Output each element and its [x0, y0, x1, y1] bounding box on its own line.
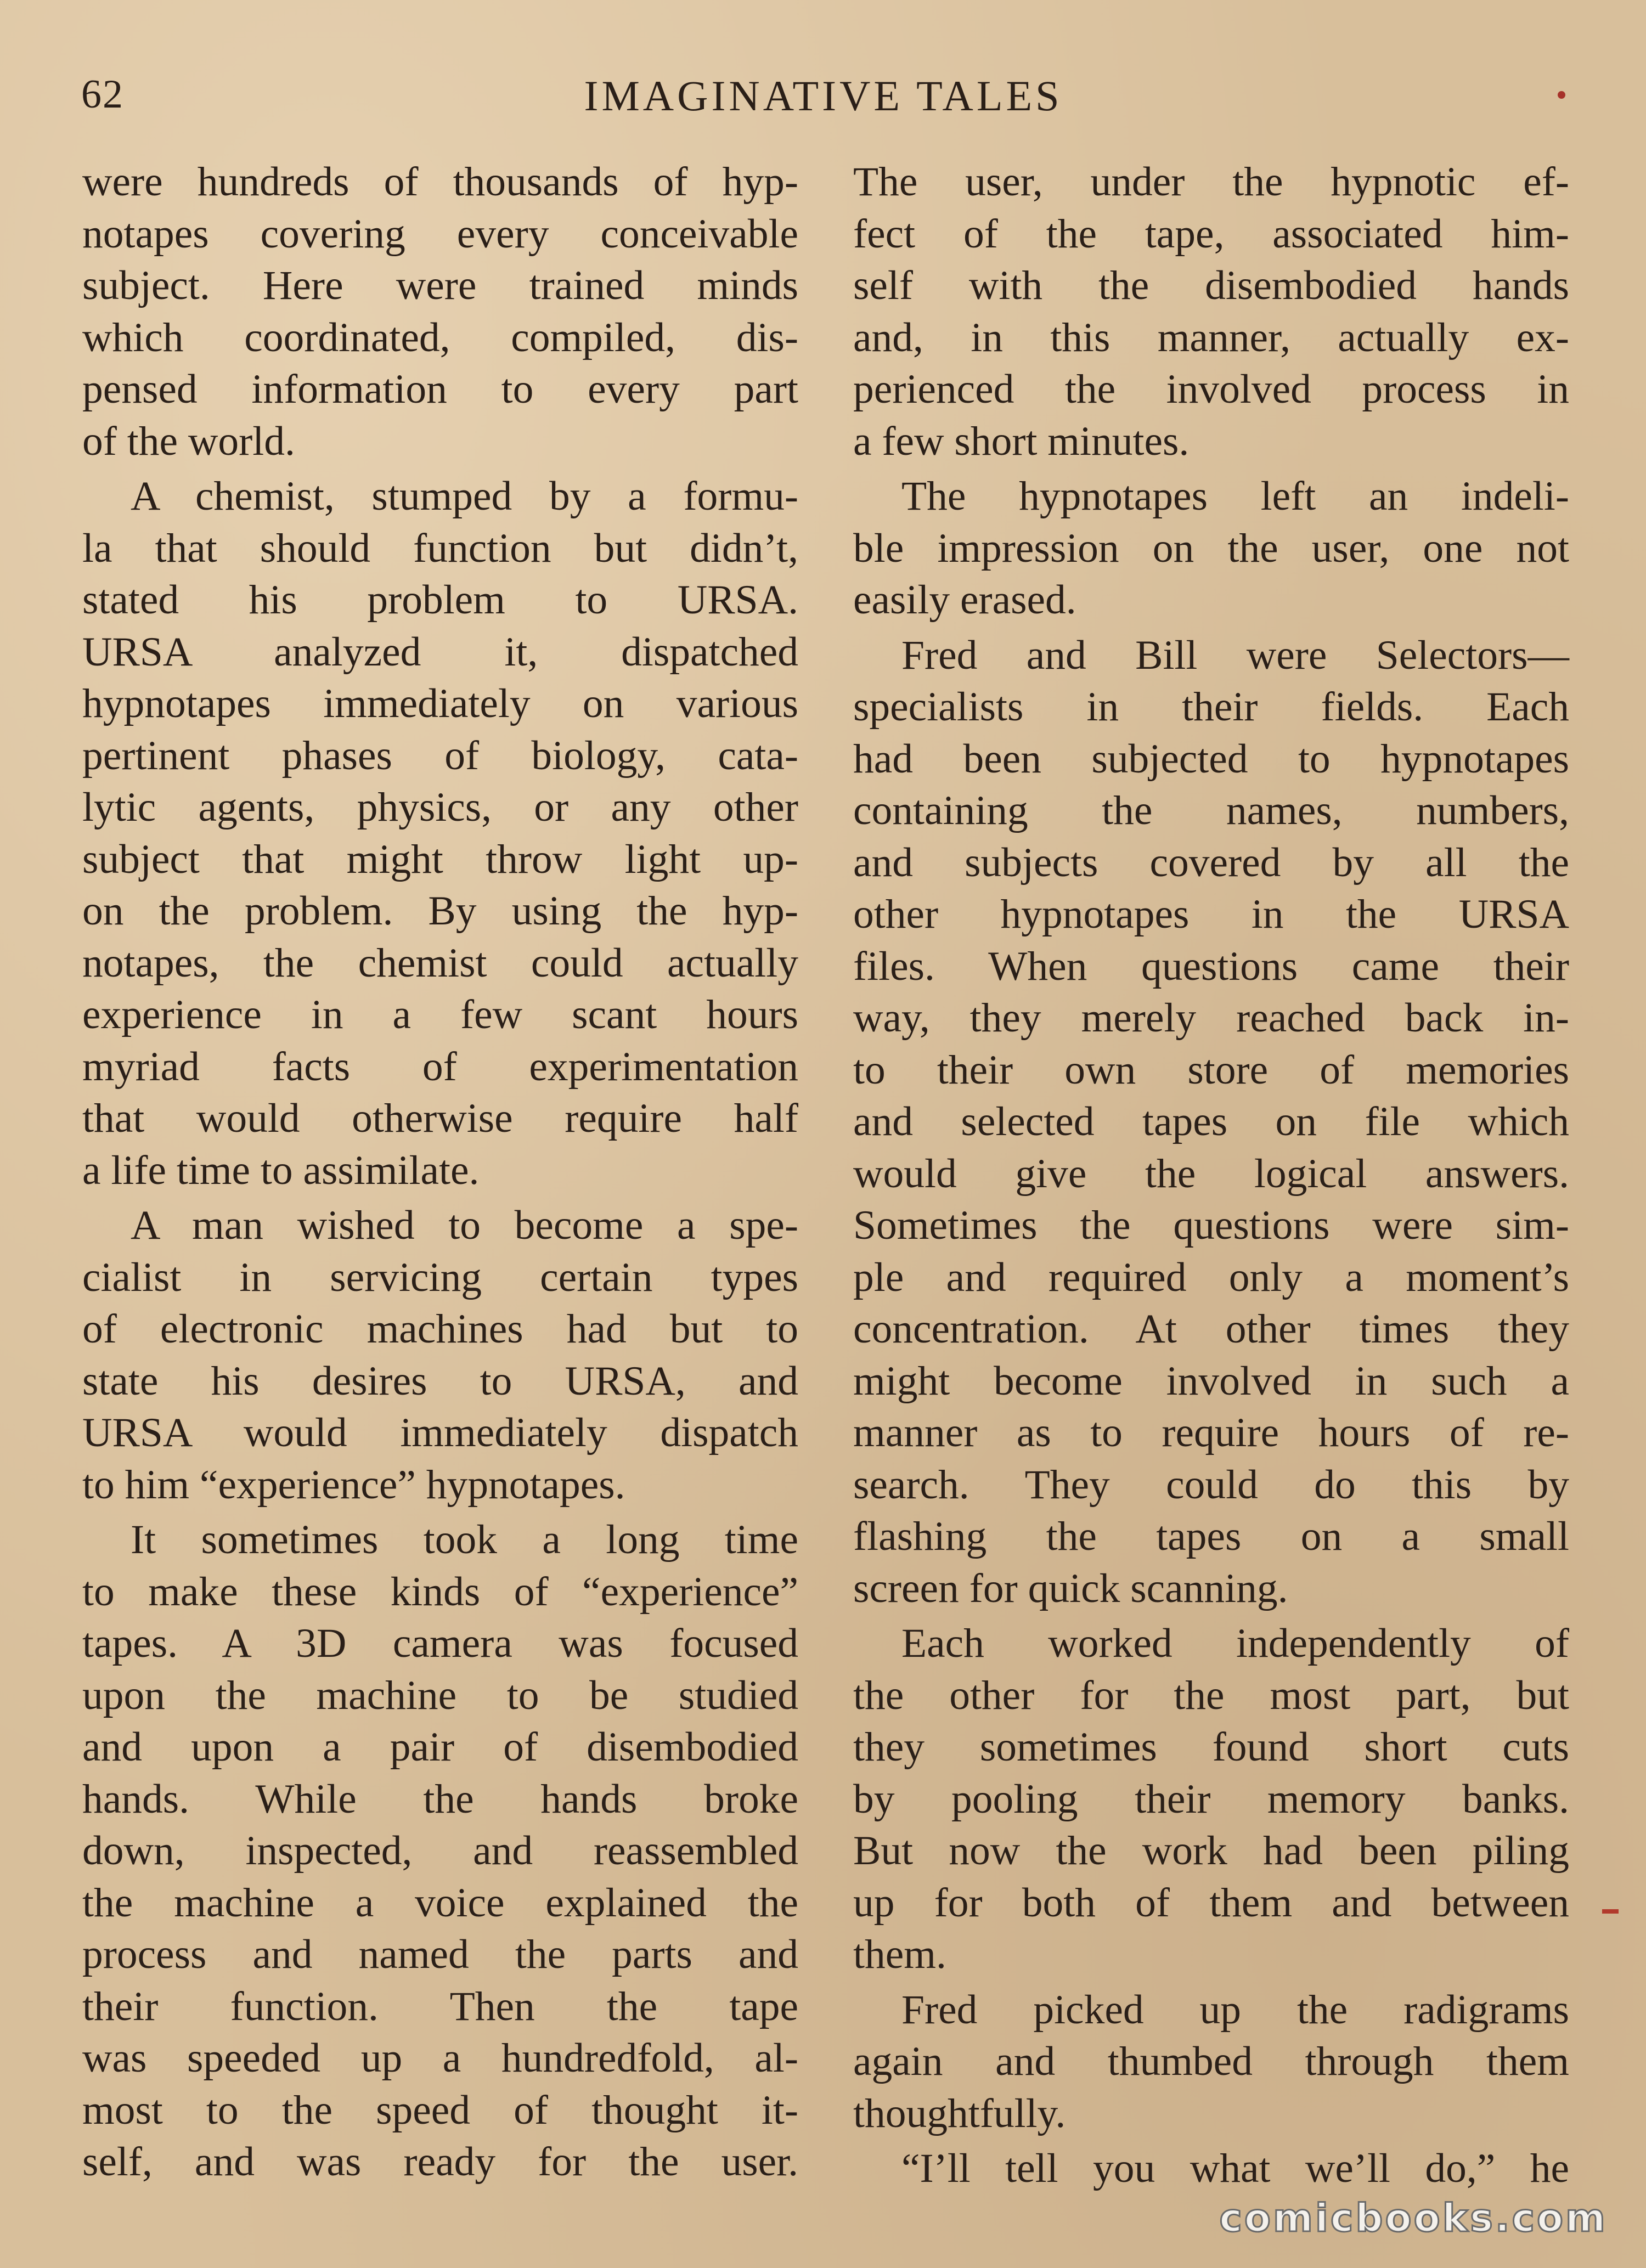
- text-line: would give the logical answers.: [853, 1150, 1569, 1197]
- text-line: on the problem. By using the hyp-: [82, 888, 798, 934]
- margin-mark: [1602, 1909, 1619, 1914]
- text-line: “I’ll tell you what we’ll do,” he: [901, 2146, 1569, 2191]
- text-line: down, inspected, and reassembled: [82, 1828, 798, 1874]
- ink-speck: [1558, 91, 1565, 99]
- text-line: Fred picked up the radigrams: [901, 1987, 1569, 2033]
- text-line: cialist in servicing certain types: [82, 1254, 798, 1300]
- text-line: screen for quick scanning.: [853, 1565, 1288, 1611]
- text-line: easily erased.: [853, 577, 1076, 623]
- text-line: la that should function but didn’t,: [82, 525, 798, 571]
- text-line: experience in a few scant hours: [82, 992, 798, 1037]
- text-line: stated his problem to URSA.: [82, 577, 798, 623]
- text-line: had been subjected to hypnotapes: [853, 736, 1569, 782]
- text-line: perienced the involved process in: [853, 366, 1569, 412]
- text-line: ble impression on the user, one not: [853, 525, 1569, 571]
- text-line: self with the disembodied hands: [853, 263, 1569, 308]
- text-line: process and named the parts and: [82, 1932, 798, 1977]
- text-line: The hypnotapes left an indeli-: [901, 473, 1569, 519]
- text-line: most to the speed of thought it-: [82, 2087, 798, 2133]
- text-line: they sometimes found short cuts: [853, 1724, 1569, 1770]
- text-line: But now the work had been piling: [853, 1828, 1569, 1874]
- text-line: It sometimes took a long time: [131, 1517, 798, 1562]
- text-line: way, they merely reached back in-: [853, 995, 1569, 1041]
- text-line: and selected tapes on file which: [853, 1099, 1569, 1144]
- text-line: were hundreds of thousands of hyp-: [82, 159, 798, 205]
- text-line: Sometimes the questions were sim-: [853, 1203, 1569, 1248]
- text-line: fect of the tape, associated him-: [853, 211, 1569, 257]
- text-line: pertinent phases of biology, cata-: [82, 732, 798, 778]
- text-line: subject. Here were trained minds: [82, 263, 798, 308]
- text-line: URSA analyzed it, dispatched: [82, 629, 798, 675]
- text-line: containing the names, numbers,: [853, 788, 1569, 833]
- text-line: to make these kinds of “experience”: [82, 1569, 798, 1615]
- text-line: the machine a voice explained the: [82, 1880, 798, 1926]
- text-line: files. When questions came their: [853, 943, 1569, 989]
- right-text-column: [853, 156, 1569, 2195]
- running-title: IMAGINATIVE TALES: [584, 72, 1063, 120]
- text-line: pensed information to every part: [82, 366, 798, 412]
- text-line: notapes, the chemist could actually: [82, 940, 798, 986]
- text-line: state his desires to URSA, and: [82, 1358, 798, 1404]
- text-line: concentration. At other times they: [853, 1306, 1569, 1352]
- text-line: that would otherwise require half: [82, 1096, 798, 1141]
- text-line: by pooling their memory banks.: [853, 1776, 1569, 1822]
- text-line: The user, under the hypnotic ef-: [853, 159, 1569, 205]
- text-line: search. They could do this by: [853, 1462, 1569, 1508]
- text-line: might become involved in such a: [853, 1358, 1569, 1404]
- text-line: up for both of them and between: [853, 1880, 1569, 1926]
- page-number: 62: [81, 72, 124, 117]
- text-line: myriad facts of experimentation: [82, 1043, 798, 1090]
- text-line: self, and was ready for the user.: [82, 2139, 798, 2185]
- text-line: the other for the most part, but: [853, 1672, 1569, 1718]
- text-line: hypnotapes immediately on various: [82, 681, 798, 726]
- text-line: Each worked independently of: [901, 1621, 1569, 1666]
- text-line: a few short minutes.: [853, 418, 1190, 464]
- text-line: their function. Then the tape: [82, 1983, 798, 2029]
- text-line: upon the machine to be studied: [82, 1672, 798, 1718]
- text-line: was speeded up a hundredfold, al-: [82, 2035, 798, 2081]
- page-header: [81, 71, 1565, 132]
- text-line: A man wished to become a spe-: [131, 1203, 798, 1248]
- text-line: manner as to require hours of re-: [853, 1410, 1569, 1455]
- text-line: tapes. A 3D camera was focused: [82, 1621, 798, 1666]
- text-line: subject that might throw light up-: [82, 836, 798, 882]
- text-line: thoughtfully.: [853, 2090, 1066, 2136]
- text-line: and, in this manner, actually ex-: [853, 314, 1569, 360]
- text-line: flashing the tapes on a small: [853, 1514, 1569, 1559]
- text-line: URSA would immediately dispatch: [82, 1410, 798, 1455]
- text-line: specialists in their fields. Each: [853, 684, 1569, 730]
- text-line: and upon a pair of disembodied: [82, 1724, 798, 1770]
- text-line: a life time to assimilate.: [82, 1147, 480, 1193]
- text-line: lytic agents, physics, or any other: [82, 785, 798, 830]
- text-line: A chemist, stumped by a formu-: [131, 473, 798, 519]
- text-line: other hypnotapes in the URSA: [853, 892, 1569, 937]
- text-line: Fred and Bill were Selectors—: [901, 632, 1569, 678]
- text-line: ple and required only a moment’s: [853, 1254, 1569, 1300]
- text-line: and subjects covered by all the: [853, 839, 1569, 885]
- left-text-column: [82, 156, 798, 2188]
- text-line: notapes covering every conceivable: [82, 211, 798, 257]
- text-line: them.: [853, 1932, 946, 1977]
- text-line: to their own store of memories: [853, 1047, 1569, 1093]
- text-line: hands. While the hands broke: [82, 1776, 798, 1822]
- text-line: which coordinated, compiled, dis-: [82, 314, 798, 360]
- text-line: to him “experience” hypnotapes.: [82, 1462, 625, 1508]
- watermark: comicbooks.com: [1219, 2196, 1608, 2241]
- text-line: of the world.: [82, 418, 295, 464]
- text-line: again and thumbed through them: [853, 2039, 1569, 2084]
- text-line: of electronic machines had but to: [82, 1306, 798, 1352]
